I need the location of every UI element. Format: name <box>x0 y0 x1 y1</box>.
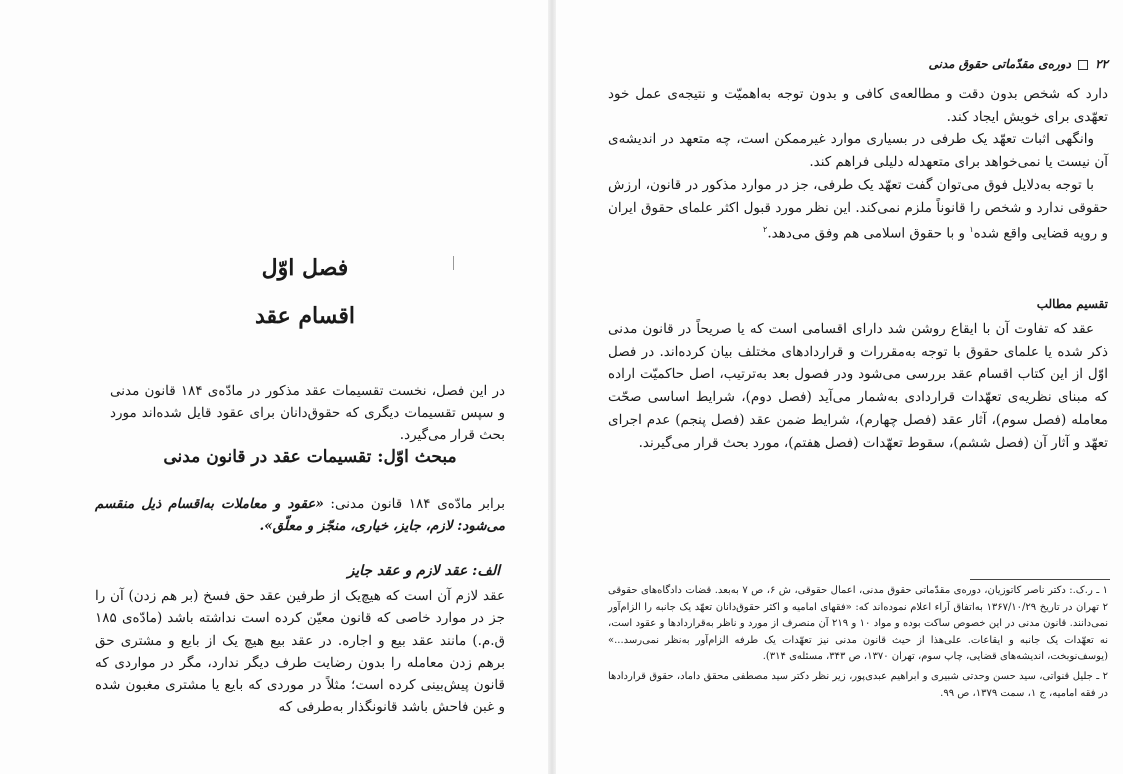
chapter-title: اقسام عقد <box>254 303 356 329</box>
intro-paragraph: در این فصل، نخست تقسیمات عقد مذکور در مادّه‌ی ۱۸۴ قانون مدنی و سپس تقسیمات دیگری که حقوق‌دانان برای عقود قایل شده‌اند مورد بحث قرار می‌گیرد. <box>110 383 506 443</box>
article-184-text: برابر مادّه‌ی ۱۸۴ قانون مدنی: <box>330 496 505 512</box>
footnote-2: ۲ ـ جلیل قنواتی، سید حسن وحدتی شبیری و ابراهیم عبدی‌پور، زیر نظر دکتر سید مصطفی محقق داماد، حقوق قراردادها در فقه امامیه، ج ۱، سمت ۱۳۷۹، ص ۹۹. <box>608 670 1108 699</box>
footnote-ref-2: ۲ <box>763 225 768 235</box>
paragraph-3: با توجه به‌دلایل فوق می‌توان گفت تعهّد یک طرفی، جز در موارد مذکور در قانون، ارزش حقوقی ندارد و شخص را قانوناً ملزم نمی‌کند. این نظر مورد قبول اکثر علمای حقوق ایران و رویه قضایی واقع شده$^۱$ و با حقوق اسلامی هم وفق می‌دهد.$^۲$ <box>608 176 1108 242</box>
left-page <box>0 0 545 774</box>
subsection-heading: الف: عقد لازم و عقد جایز <box>347 563 500 579</box>
paragraph-2: وانگهی اثبات تعهّد یک طرفی در بسیاری موارد غیرممکن است، چه متعهد در اندیشه‌ی آن نیست یا نمی‌خواهد برای متعهدله دلیلی فراهم کند. <box>608 131 1108 171</box>
square-ornament-icon <box>1078 60 1088 70</box>
running-header <box>853 57 1108 71</box>
footnotes <box>608 583 1108 705</box>
page-mark <box>453 256 454 270</box>
section-heading: تقسیم مطالب <box>1036 297 1108 311</box>
running-title: دوره‌ی مقدّماتی حقوق مدنی <box>928 57 1071 71</box>
page-number: ۲۲ <box>1095 57 1108 71</box>
right-page <box>560 0 1123 774</box>
footnote-1: ۱ ـ ر.ک.: دکتر ناصر کاتوزیان، دوره‌ی مقدّماتی حقوق مدنی، اعمال حقوقی، ش ۶، ص ۷ به‌بعد. قضات دادگاه‌های حقوقی ۲ تهران در تاریخ ۱۳۶۷/۱۰/۲۹ به‌اتفاق آراء اعلام نموده‌اند که: «فقهای امامیه و اکثر حقوق‌دانان تعهّد یک جانبه را الزام‌آور نمی‌دانند. قانون مدنی در این خصوص ساکت بوده و مواد ۱۰ و ۲۱۹ آن منصرف از مورد و ناظر به‌قراردادها و عقود است، نه تعهّدات یک جانبه و ایقاعات. علی‌هذا از حیث قانون مدنی نیز تعهّدات یک طرفه الزام‌آور به‌نظر نمی‌رسد...» (یوسف‌نوبخت، اندیشه‌های قضایی، چاپ سوم، تهران ۱۳۷۰، ص ۳۴۳، مسئله‌ی ۳۱۴). <box>608 585 1109 663</box>
subsection-paragraph: عقد لازم آن است که هیچ‌یک از طرفین عقد حق فسخ (بر هم زدن) آن را جز در موارد خاصی که قانون معیّن کرده است نداشته باشد (مادّه‌ی ۱۸۵ ق.م.) مانند عقد بیع و اجاره. در عقد بیع هیچ یک از بایع و مشتری حق برهم زدن معامله را بدون رضایت طرف دیگر ندارد، مگر در مواردی که قانون پیش‌بینی کرده است؛ مثلاً در موردی که بایع یا مشتری مغبون شده و غبن فاحش باشد قانونگذار به‌طرفی که <box>95 588 505 716</box>
body-text-top <box>608 83 1108 245</box>
section-paragraph: عقد که تفاوت آن با ایقاع روشن شد دارای اقسامی است که یا صریحاً در قانون مدنی ذکر شده یا علمای حقوق با توجه به‌مقررات و قراردادهای مختلف بیان کرده‌اند. در فصل اوّل از این کتاب اقسام عقد بررسی می‌شود ودر فصول بعد به‌ترتیب، اصل حاکمیّت اراده که مبنای نظریه‌ی تعهّدات قراردادی به‌شمار می‌آید (فصل دوم)، شرایط اساسی صحّت معامله (فصل سوم)، آثار عقد (فصل چهارم)، شرایط ضمن عقد (فصل پنجم) عدم اجرای تعهّد و آثار آن (فصل ششم)، سقوط تعهّدات (فصل هفتم)، مورد بحث قرار می‌گیرند. <box>608 321 1108 451</box>
paragraph-1: دارد که شخص بدون دقت و مطالعه‌ی کافی و بدون توجه به‌اهمیّت و نتیجه‌ی عمل خود تعهّدی برای خویش ایجاد کند. <box>608 86 1108 125</box>
footnote-separator <box>970 579 1110 580</box>
footnote-ref-1: ۱ <box>969 225 974 235</box>
body-text-bottom <box>608 318 1108 454</box>
chapter-number: فصل اوّل <box>261 255 349 281</box>
book-gutter <box>548 0 556 774</box>
article-184-paragraph <box>95 493 505 537</box>
section-title: مبحث اوّل: تقسیمات عقد در قانون مدنی <box>163 447 457 467</box>
article-184-quote: «عقود و معاملات به‌اقسام ذیل منقسم می‌شود: لازم، جایز، خیاری، منجّز و معلّق». <box>95 496 505 534</box>
